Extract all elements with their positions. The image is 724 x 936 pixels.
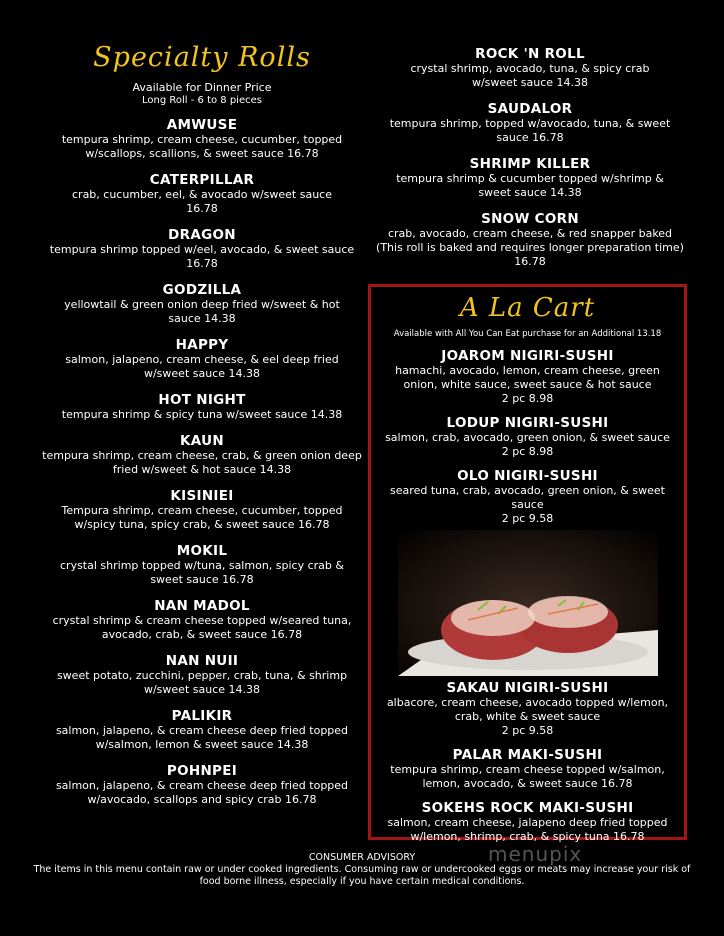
- menu-item: [42, 488, 362, 532]
- item-description: tempura shrimp, cream cheese topped w/salmon, lemon, avocado, & sweet sauce 16.78: [390, 763, 665, 790]
- item-name: SHRIMP KILLER: [469, 156, 591, 172]
- item-name: CATERPILLAR: [149, 172, 255, 188]
- sushi-plate-image: [398, 530, 658, 676]
- item-name: JOAROM NIGIRI-SUSHI: [441, 348, 614, 364]
- item-description: salmon, crab, avocado, green onion, & sweet sauce: [385, 431, 670, 444]
- specialty-rolls-continued: [375, 46, 685, 269]
- item-name: SAKAU NIGIRI-SUSHI: [446, 680, 609, 696]
- item-name: PALAR MAKI-SUSHI: [452, 747, 603, 763]
- item-description: tempura shrimp, topped w/avocado, tuna, & sweet sauce 16.78: [389, 117, 671, 144]
- item-name: KAUN: [180, 433, 224, 449]
- item-price: 2 pc 8.98: [501, 392, 554, 405]
- item-price: 2 pc 9.58: [501, 724, 554, 737]
- a-la-cart-section: [368, 284, 687, 843]
- item-price: 2 pc 9.58: [501, 512, 554, 525]
- item-description: crystal shrimp topped w/tuna, salmon, spicy crab & sweet sauce 16.78: [60, 559, 344, 586]
- item-name: OLO NIGIRI-SUSHI: [457, 468, 598, 484]
- a-la-cart-note: Available with All You Can Eat purchase for an Additional 13.18: [393, 329, 662, 339]
- item-name: DRAGON: [168, 227, 236, 243]
- menu-item: [42, 763, 362, 807]
- item-description: salmon, cream cheese, jalapeno deep fried topped w/lemon, shrimp, crab, & spicy tuna 16.78: [387, 816, 668, 843]
- item-price: 2 pc 8.98: [501, 445, 554, 458]
- menu-item: [377, 468, 678, 526]
- item-name: HOT NIGHT: [158, 392, 246, 408]
- item-description: tempura shrimp & spicy tuna w/sweet sauce 14.38: [61, 408, 343, 421]
- advisory-text: The items in this menu contain raw or under cooked ingredients. Consuming raw or undercooked eggs or meats may increase your risk of food borne illness, especially if you have certain medical conditions.: [33, 864, 691, 887]
- item-description: yellowtail & green onion deep fried w/sweet & hot sauce 14.38: [64, 298, 340, 325]
- item-description: albacore, cream cheese, avocado topped w/lemon, crab, white & sweet sauce: [386, 696, 669, 723]
- a-la-cart-title: A La Cart: [459, 293, 596, 323]
- item-description: Tempura shrimp, cream cheese, cucumber, topped w/spicy tuna, spicy crab, & sweet sauce 16.78: [61, 504, 343, 531]
- item-description: crystal shrimp, avocado, tuna, & spicy crab w/sweet sauce 14.38: [410, 62, 650, 89]
- menupix-watermark: menupix: [488, 842, 583, 866]
- menu-item: [42, 392, 362, 422]
- item-description: seared tuna, crab, avocado, green onion, & sweet sauce: [390, 484, 665, 511]
- item-name: PALIKIR: [171, 708, 233, 724]
- menu-item: [375, 156, 685, 200]
- menu-item: [377, 800, 678, 844]
- menu-item: [377, 415, 678, 459]
- item-name: NAN NUII: [165, 653, 239, 669]
- sushi-photo: [398, 530, 658, 676]
- menu-item: [42, 337, 362, 381]
- long-roll-note: Long Roll - 6 to 8 pieces: [142, 95, 262, 106]
- menu-item: [375, 211, 685, 269]
- item-name: GODZILLA: [162, 282, 242, 298]
- item-description: tempura shrimp topped w/eel, avocado, & sweet sauce 16.78: [49, 243, 355, 270]
- item-description: tempura shrimp & cucumber topped w/shrimp & sweet sauce 14.38: [396, 172, 664, 199]
- menu-item: [377, 680, 678, 738]
- item-description: crab, avocado, cream cheese, & red snapper baked (This roll is baked and requires longer preparation time) 16.78: [376, 227, 684, 268]
- item-name: LODUP NIGIRI-SUSHI: [446, 415, 609, 431]
- item-description: salmon, jalapeno, & cream cheese deep fried topped w/salmon, lemon & sweet sauce 14.38: [55, 724, 349, 751]
- specialty-rolls-title: Specialty Rolls: [93, 42, 311, 73]
- item-description: crab, cucumber, eel, & avocado w/sweet sauce 16.78: [72, 188, 332, 215]
- menu-item: [377, 348, 678, 406]
- menu-item: [42, 117, 362, 161]
- consumer-advisory: [20, 852, 704, 888]
- menu-item: [42, 172, 362, 216]
- menu-item: [375, 101, 685, 145]
- item-name: AMWUSE: [166, 117, 238, 133]
- item-description: sweet potato, zucchini, pepper, crab, tuna, & shrimp w/sweet sauce 14.38: [56, 669, 348, 696]
- menu-item: [375, 46, 685, 90]
- item-name: POHNPEI: [166, 763, 238, 779]
- menu-item: [42, 543, 362, 587]
- item-name: MOKIL: [176, 543, 228, 559]
- item-description: hamachi, avocado, lemon, cream cheese, green onion, white sauce, sweet sauce & hot sauce: [395, 364, 660, 391]
- item-name: SOKEHS ROCK MAKI-SUSHI: [421, 800, 634, 816]
- item-name: SNOW CORN: [481, 211, 579, 227]
- item-name: HAPPY: [175, 337, 229, 353]
- item-name: KISINIEI: [170, 488, 234, 504]
- advisory-heading: CONSUMER ADVISORY: [308, 852, 416, 863]
- item-description: crystal shrimp & cream cheese topped w/seared tuna, avocado, crab, & sweet sauce 16.78: [52, 614, 352, 641]
- item-description: salmon, jalapeno, cream cheese, & eel deep fried w/sweet sauce 14.38: [65, 353, 339, 380]
- menu-item: [42, 433, 362, 477]
- item-description: tempura shrimp, cream cheese, cucumber, topped w/scallops, scallions, & sweet sauce 16.78: [61, 133, 343, 160]
- item-description: salmon, jalapeno, & cream cheese deep fried topped w/avocado, scallops and spicy crab 16.78: [55, 779, 349, 806]
- menu-item: [42, 282, 362, 326]
- item-description: tempura shrimp, cream cheese, crab, & green onion deep fried w/sweet & hot sauce 14.38: [42, 449, 362, 476]
- menu-item: [42, 598, 362, 642]
- item-name: NAN MADOL: [154, 598, 250, 614]
- specialty-rolls-section: [42, 42, 362, 807]
- menu-item: [42, 653, 362, 697]
- item-name: ROCK 'N ROLL: [475, 46, 585, 62]
- dinner-price-note: Available for Dinner Price: [132, 81, 272, 94]
- menu-item: [377, 747, 678, 791]
- menu-item: [42, 227, 362, 271]
- menu-item: [42, 708, 362, 752]
- item-name: SAUDALOR: [487, 101, 573, 117]
